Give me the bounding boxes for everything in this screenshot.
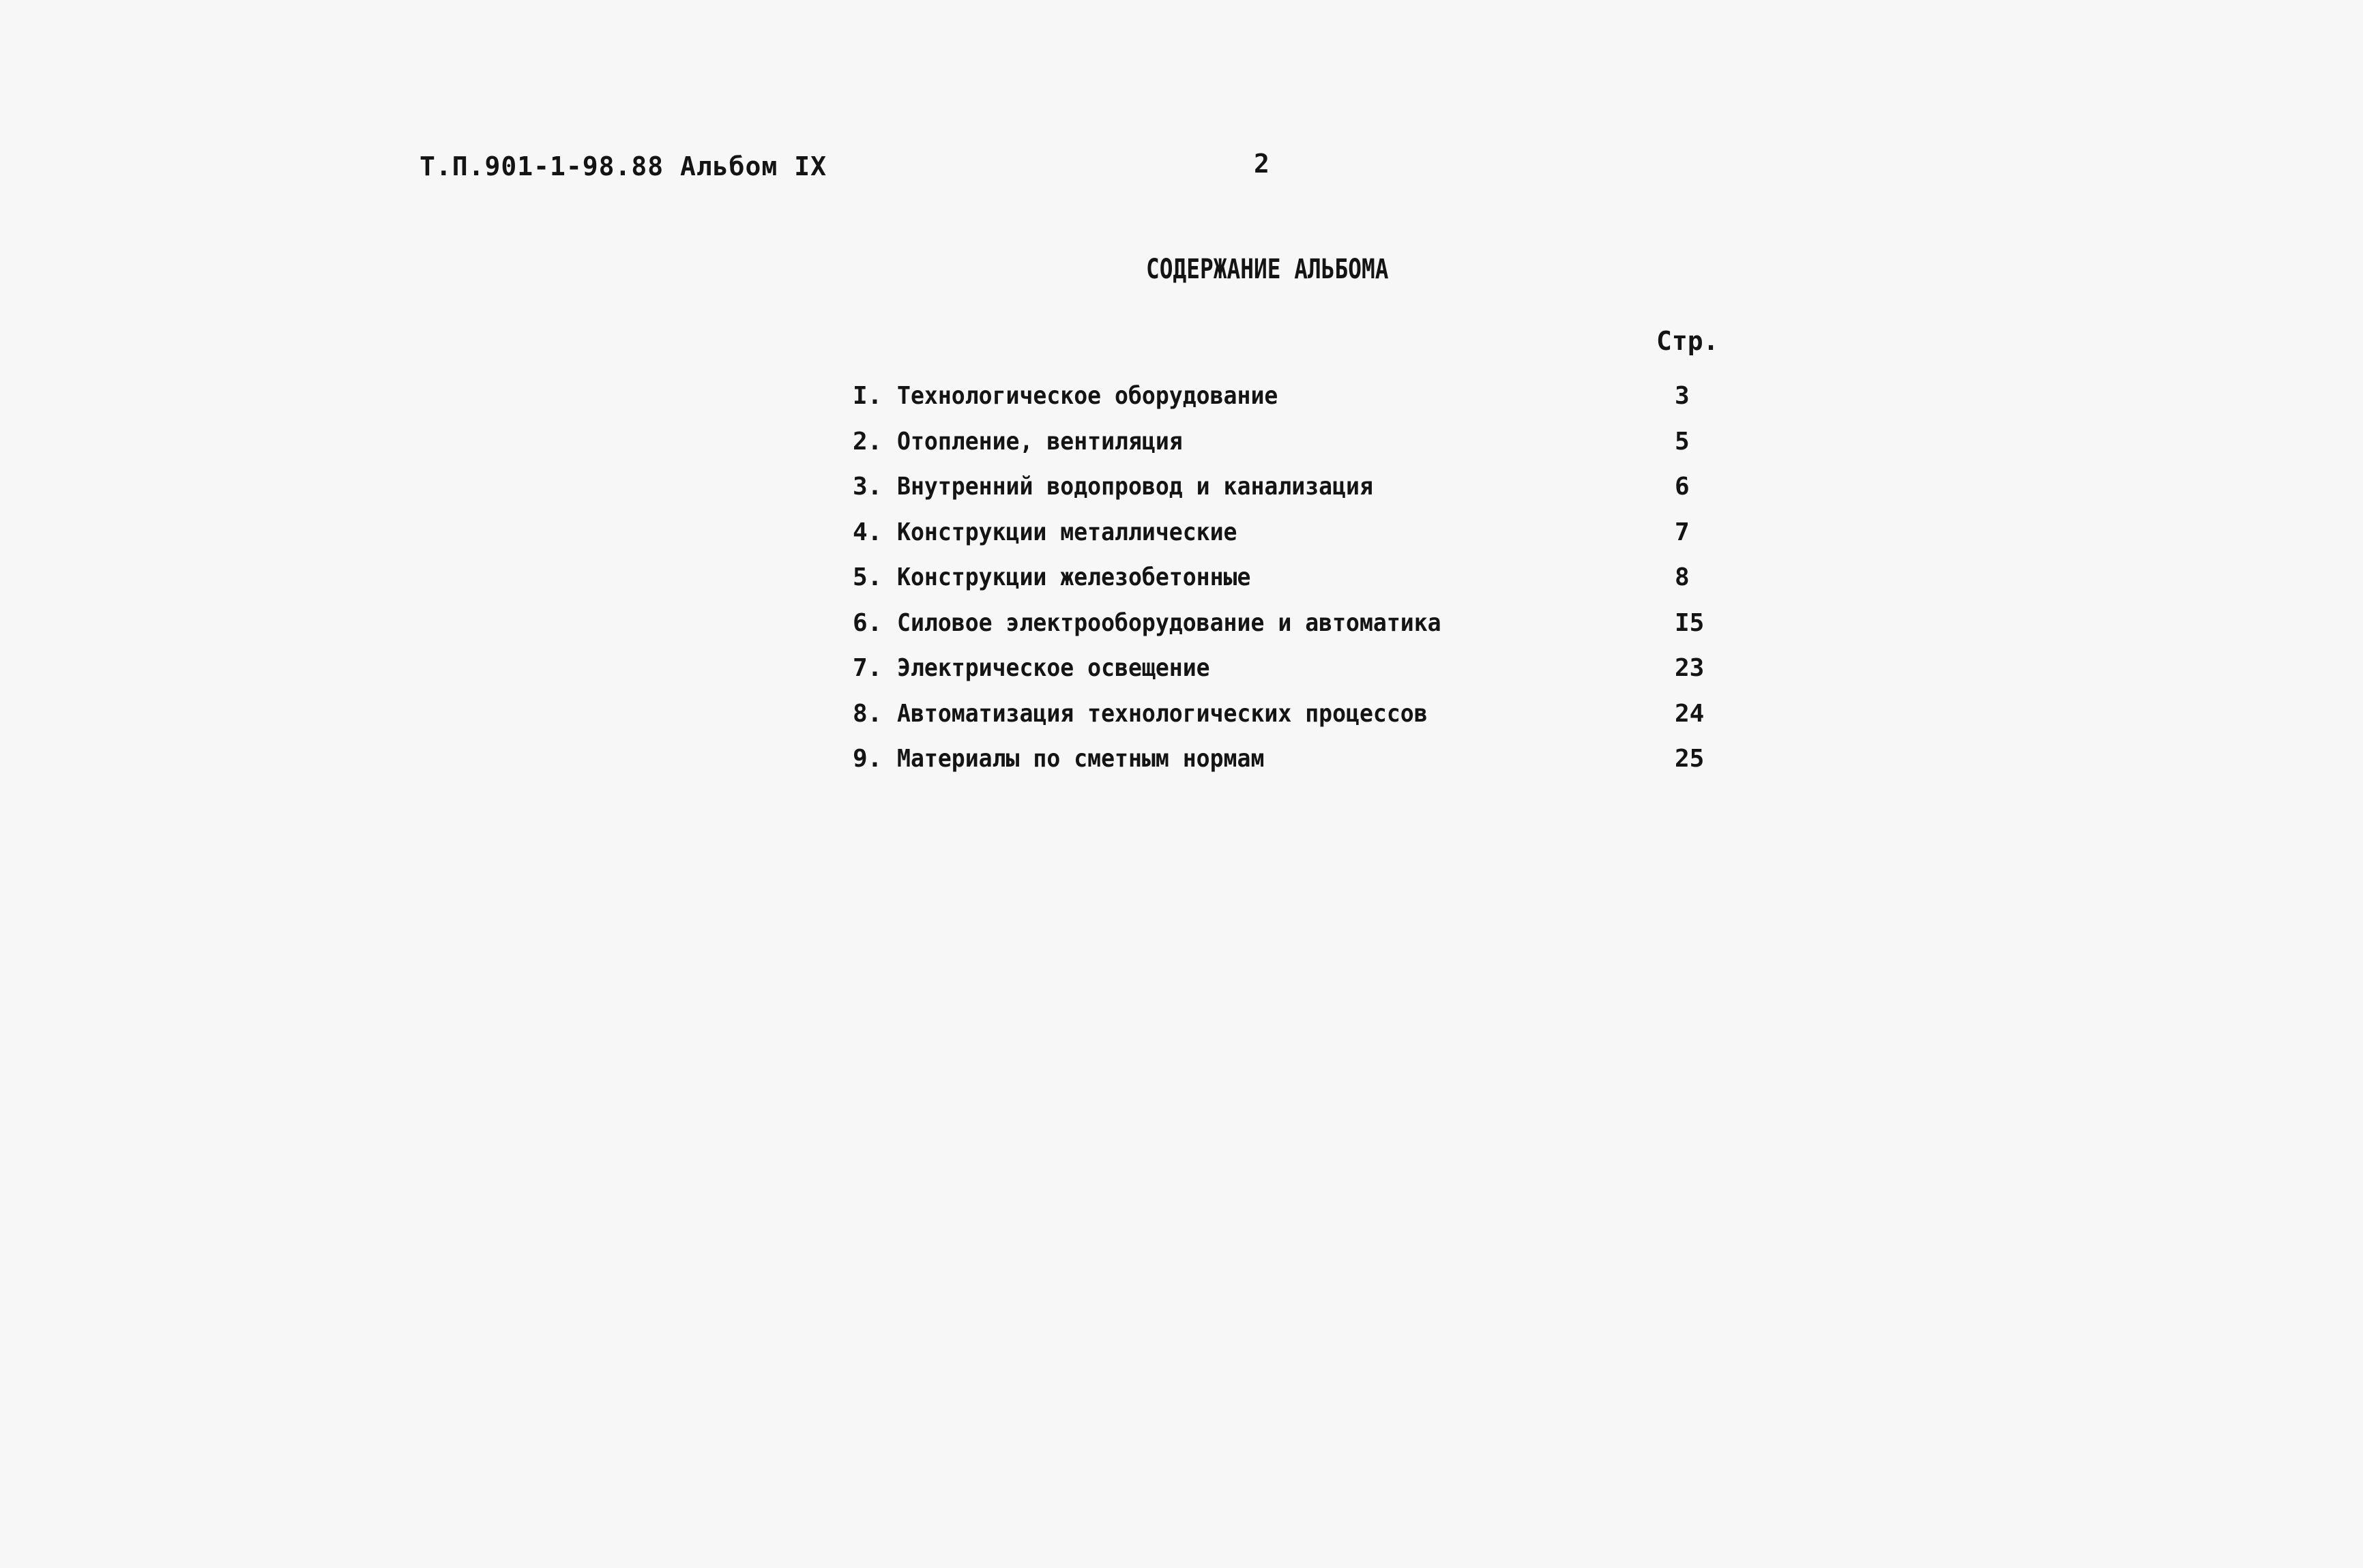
- toc-item-number: 7.: [853, 654, 883, 682]
- toc-item-title: Конструкции металлические: [897, 518, 1237, 546]
- page-column-header: Стр.: [1656, 326, 1719, 356]
- toc-item-number: 6.: [853, 608, 883, 637]
- toc-item: [853, 382, 1740, 428]
- toc-item-page: 23: [1675, 654, 1705, 682]
- toc-item-number: I.: [853, 382, 883, 410]
- page-number: 2: [1254, 149, 1269, 179]
- toc-item-number: 3.: [853, 473, 883, 501]
- toc-item: [853, 518, 1740, 564]
- toc-item-page: 25: [1675, 745, 1705, 773]
- toc-item-page: 24: [1675, 699, 1705, 728]
- toc-item: [853, 428, 1740, 473]
- toc-item-title: Материалы по сметным нормам: [897, 745, 1265, 773]
- toc-item: [853, 473, 1740, 518]
- toc-item: [853, 654, 1740, 700]
- toc-item-title: Технологическое оборудование: [897, 382, 1278, 410]
- toc-item: [853, 745, 1740, 790]
- toc-item-title: Внутренний водопровод и канализация: [897, 473, 1373, 501]
- toc-item-page: 3: [1675, 382, 1690, 410]
- toc-item-number: 8.: [853, 699, 883, 728]
- toc-item: [853, 609, 1740, 655]
- toc-item-title: Автоматизация технологических процессов: [897, 699, 1428, 728]
- toc-item-title: Отопление, вентиляция: [897, 427, 1183, 456]
- toc-item-number: 4.: [853, 518, 883, 546]
- table-of-contents: [853, 382, 1740, 790]
- toc-item-title: Силовое электрооборудование и автоматика: [897, 608, 1441, 637]
- toc-item-page: 6: [1675, 473, 1690, 501]
- toc-item-title: Электрическое освещение: [897, 654, 1210, 682]
- document-code: Т.П.901-1-98.88 Альбом IX: [420, 151, 827, 181]
- contents-title: СОДЕРЖАНИЕ АЛЬБОМА: [1146, 254, 1389, 285]
- toc-item-page: 8: [1675, 563, 1690, 591]
- toc-item-number: 9.: [853, 745, 883, 773]
- toc-item-title: Конструкции железобетонные: [897, 563, 1251, 591]
- toc-item-page: I5: [1675, 608, 1705, 637]
- toc-item-page: 7: [1675, 518, 1690, 546]
- toc-item-number: 2.: [853, 427, 883, 456]
- toc-item-number: 5.: [853, 563, 883, 591]
- toc-item-page: 5: [1675, 427, 1690, 456]
- toc-item: [853, 563, 1740, 609]
- toc-item: [853, 700, 1740, 745]
